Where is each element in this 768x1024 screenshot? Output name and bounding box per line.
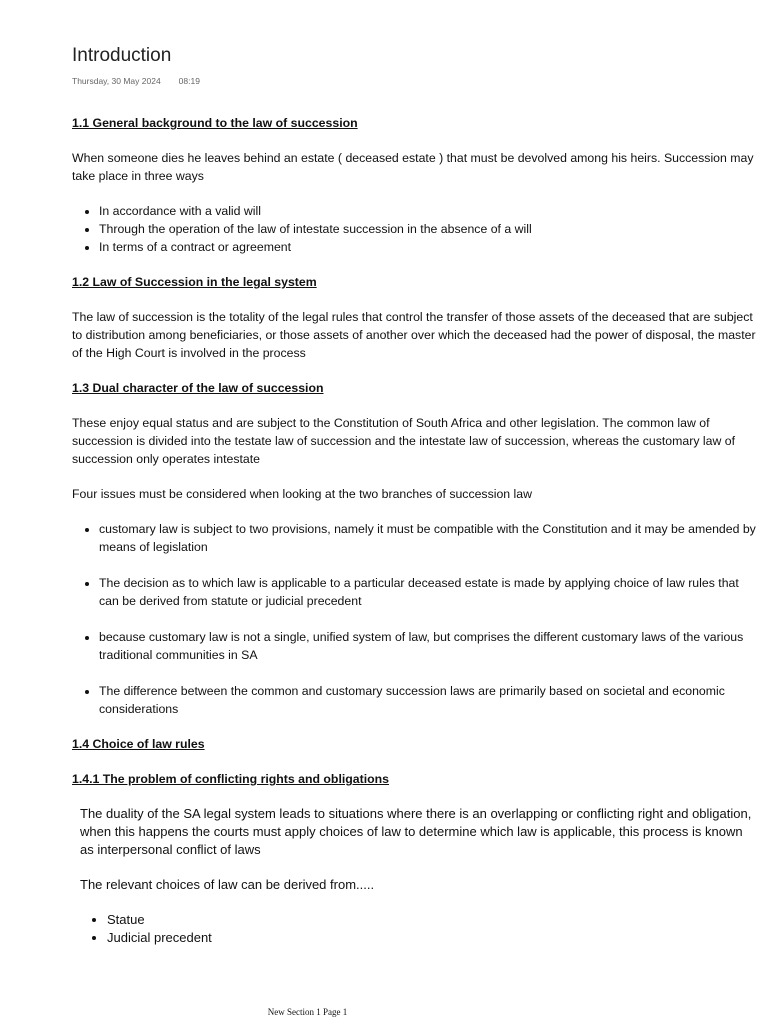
list-item: • Through the operation of the law of intestate succession in the absence of a will [99,220,758,238]
page-footer: New Section 1 Page 1 [267,1007,348,1017]
pasted-text-block [72,805,758,947]
list-item: • customary law is subject to two provisions, namely it must be compatible with the Constitution and it may be amended by means of legislation [99,520,758,556]
paragraph-1-3-b: Four issues must be considered when looking at the two branches of succession law [72,487,533,501]
bullet-list-1-1 [72,202,758,256]
list-item: • The difference between the common and customary succession laws are primarily based on societal and economic considerations [99,682,758,718]
heading-1-3: 1.3 Dual character of the law of succession [72,381,324,395]
list-item: • because customary law is not a single, unified system of law, but comprises the different customary laws of the various traditional communities in SA [99,628,758,664]
list-item: • In accordance with a valid will [99,202,758,220]
paragraph-1-3-a: These enjoy equal status and are subject to the Constitution of South Africa and other legislation. The common law of succession is divided into the testate law of succession and the intestate law of succession, whereas the customary law of succession only operates intestate [72,416,736,466]
list-item: • The decision as to which law is applicable to a particular deceased estate is made by applying choice of law rules that can be derived from statute or judicial precedent [99,574,758,610]
paragraph-1-4-1-b: The relevant choices of law can be derived from..... [80,877,375,892]
note-content [72,114,758,964]
heading-1-4: 1.4 Choice of law rules [72,737,205,751]
page-date: Thursday, 30 May 2024 [72,76,161,86]
paragraph-1-4-1-a: The duality of the SA legal system leads to situations where there is an overlapping or conflicting right and obligation, when this happens the courts must apply choices of law to determine which law is applicable, this process is known as interpersonal conflict of laws [80,806,752,857]
paragraph-1-2: The law of succession is the totality of the legal rules that control the transfer of those assets of the deceased that are subject to distribution among beneficiaries, or those assets of another over which the deceased had the power of disposal, the master of the High Court is involved in the process [72,310,756,360]
page-meta [72,76,200,86]
heading-1-1: 1.1 General background to the law of succession [72,116,358,130]
page-title: Introduction [72,45,172,66]
heading-1-2: 1.2 Law of Succession in the legal system [72,275,317,289]
paragraph-1-1: When someone dies he leaves behind an estate ( deceased estate ) that must be devolved among his heirs. Succession may take place in three ways [72,151,754,183]
bullet-list-1-4-1 [80,911,758,947]
page-time: 08:19 [178,76,200,86]
list-item: • Statue [107,911,758,929]
bullet-list-1-3 [72,520,758,718]
list-item: • In terms of a contract or agreement [99,238,758,256]
heading-1-4-1: 1.4.1 The problem of conflicting rights and obligations [72,772,390,786]
list-item: • Judicial precedent [107,929,758,947]
